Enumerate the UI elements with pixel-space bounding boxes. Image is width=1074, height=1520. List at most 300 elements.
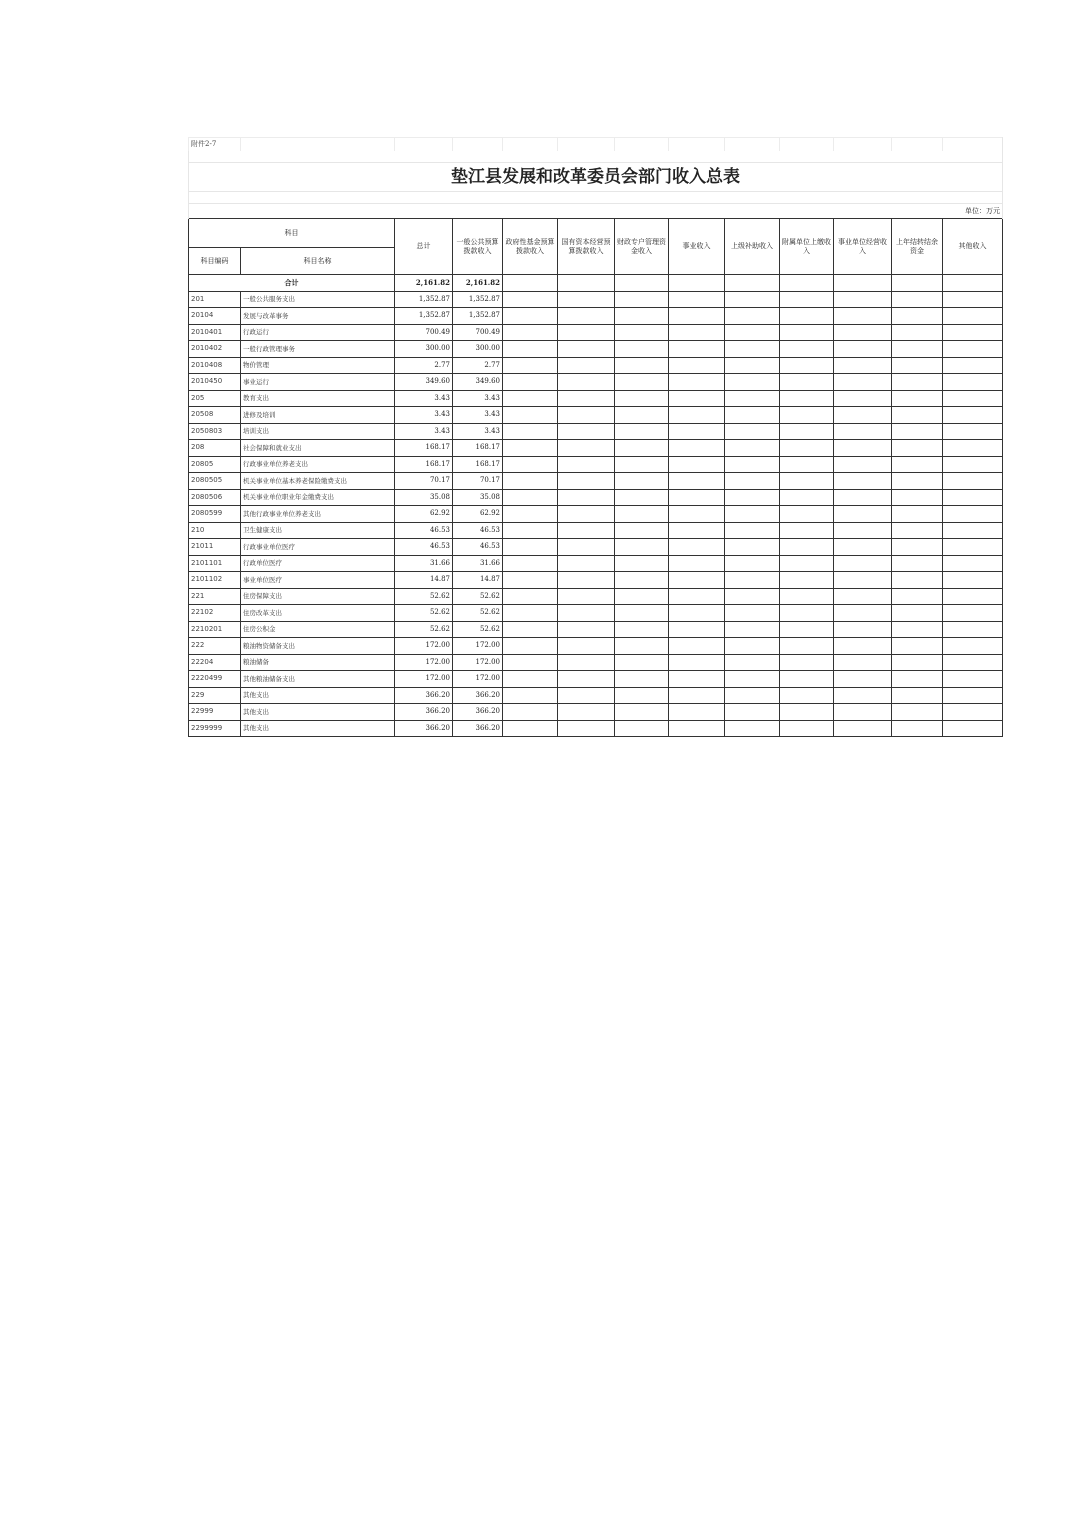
empty-cell (725, 605, 780, 622)
header-col-carryover: 上年结转结余资金 (892, 219, 943, 275)
empty-cell (834, 456, 892, 473)
empty-cell (780, 621, 834, 638)
row-total: 168.17 (395, 456, 453, 473)
row-total: 366.20 (395, 687, 453, 704)
empty-cell (834, 720, 892, 737)
empty-cell (725, 522, 780, 539)
unit-label: 单位：万元 (189, 204, 1003, 219)
empty-cell (892, 374, 943, 391)
empty-cell (780, 654, 834, 671)
row-code: 22102 (189, 605, 241, 622)
row-name: 其他行政事业单位养老支出 (241, 506, 395, 523)
empty-cell (943, 572, 1003, 589)
empty-cell (943, 440, 1003, 457)
empty-cell (669, 638, 725, 655)
empty-cell (669, 555, 725, 572)
row-name: 事业单位医疗 (241, 572, 395, 589)
empty-cell (834, 654, 892, 671)
empty-cell (669, 308, 725, 325)
empty-cell (780, 671, 834, 688)
empty-cell (558, 324, 615, 341)
empty-cell (780, 588, 834, 605)
row-general-budget: 172.00 (453, 654, 503, 671)
empty-cell (669, 704, 725, 721)
empty-cell (892, 539, 943, 556)
empty-cell (615, 423, 669, 440)
table-row (189, 555, 1003, 572)
table-row (189, 341, 1003, 358)
empty-cell (669, 572, 725, 589)
row-name: 物价管理 (241, 357, 395, 374)
row-name: 其他支出 (241, 704, 395, 721)
empty-cell (892, 588, 943, 605)
empty-cell (503, 621, 558, 638)
row-general-budget: 1,352.87 (453, 308, 503, 325)
row-total: 3.43 (395, 423, 453, 440)
row-general-budget: 46.53 (453, 539, 503, 556)
empty-cell (669, 671, 725, 688)
empty-cell (780, 423, 834, 440)
row-name: 其他支出 (241, 687, 395, 704)
empty-cell (558, 357, 615, 374)
empty-cell (615, 324, 669, 341)
empty-cell (943, 473, 1003, 490)
empty-cell (780, 341, 834, 358)
empty-cell (892, 522, 943, 539)
empty-cell (503, 473, 558, 490)
empty-cell (669, 324, 725, 341)
empty-cell (669, 588, 725, 605)
empty-cell (615, 489, 669, 506)
empty-cell (615, 720, 669, 737)
empty-cell (780, 522, 834, 539)
empty-cell (669, 605, 725, 622)
row-total: 70.17 (395, 473, 453, 490)
row-total: 52.62 (395, 605, 453, 622)
empty-cell (725, 440, 780, 457)
row-code: 201 (189, 291, 241, 308)
row-total: 31.66 (395, 555, 453, 572)
empty-cell (943, 357, 1003, 374)
empty-cell (834, 588, 892, 605)
row-name: 事业运行 (241, 374, 395, 391)
empty-cell (503, 654, 558, 671)
empty-cell (503, 423, 558, 440)
header-subject-name: 科目名称 (241, 248, 395, 275)
empty-cell (503, 341, 558, 358)
header-col-state-capital: 国有资本经营预算拨款收入 (558, 219, 615, 275)
row-name: 培训支出 (241, 423, 395, 440)
empty-cell (615, 291, 669, 308)
empty-cell (669, 539, 725, 556)
row-name: 行政单位医疗 (241, 555, 395, 572)
row-code: 2080506 (189, 489, 241, 506)
row-code: 20508 (189, 407, 241, 424)
row-code: 2050803 (189, 423, 241, 440)
empty-cell (943, 374, 1003, 391)
empty-cell (558, 720, 615, 737)
empty-cell (725, 324, 780, 341)
empty-cell (669, 687, 725, 704)
empty-cell (780, 506, 834, 523)
table-row (189, 539, 1003, 556)
income-summary-sheet (188, 137, 1002, 737)
empty-cell (943, 489, 1003, 506)
empty-cell (615, 341, 669, 358)
row-code: 210 (189, 522, 241, 539)
empty-cell (503, 539, 558, 556)
empty-cell (943, 506, 1003, 523)
row-code: 221 (189, 588, 241, 605)
row-name: 住房公积金 (241, 621, 395, 638)
row-general-budget: 2.77 (453, 357, 503, 374)
empty-cell (834, 374, 892, 391)
empty-cell (834, 572, 892, 589)
empty-cell (943, 605, 1003, 622)
empty-cell (725, 687, 780, 704)
row-code: 2010450 (189, 374, 241, 391)
empty-cell (780, 291, 834, 308)
empty-cell (669, 407, 725, 424)
empty-cell (503, 407, 558, 424)
empty-cell (780, 473, 834, 490)
row-code: 20805 (189, 456, 241, 473)
table-row (189, 522, 1003, 539)
empty-cell (558, 671, 615, 688)
empty-cell (780, 308, 834, 325)
empty-cell (725, 489, 780, 506)
empty-cell (725, 720, 780, 737)
row-total: 52.62 (395, 621, 453, 638)
row-general-budget: 366.20 (453, 704, 503, 721)
empty-cell (943, 588, 1003, 605)
row-name: 机关事业单位基本养老保险缴费支出 (241, 473, 395, 490)
row-name: 卫生健康支出 (241, 522, 395, 539)
empty-cell (615, 390, 669, 407)
empty-cell (725, 473, 780, 490)
row-general-budget: 3.43 (453, 390, 503, 407)
row-total: 35.08 (395, 489, 453, 506)
empty-cell (558, 308, 615, 325)
empty-cell (892, 473, 943, 490)
empty-cell (615, 539, 669, 556)
row-name: 粮油物资储备支出 (241, 638, 395, 655)
empty-cell (615, 473, 669, 490)
header-col-affiliate: 附属单位上缴收入 (780, 219, 834, 275)
empty-cell (725, 572, 780, 589)
row-name: 其他粮油储备支出 (241, 671, 395, 688)
header-col-total: 总计 (395, 219, 453, 275)
row-name: 行政事业单位医疗 (241, 539, 395, 556)
table-row (189, 489, 1003, 506)
header-col-superior-subsidy: 上级补助收入 (725, 219, 780, 275)
empty-cell (503, 572, 558, 589)
empty-cell (943, 704, 1003, 721)
empty-cell (725, 390, 780, 407)
empty-cell (725, 638, 780, 655)
row-code: 2080599 (189, 506, 241, 523)
empty-cell (558, 440, 615, 457)
table-row (189, 572, 1003, 589)
empty-cell (558, 704, 615, 721)
table-row (189, 423, 1003, 440)
empty-cell (503, 506, 558, 523)
empty-cell (615, 605, 669, 622)
row-general-budget: 31.66 (453, 555, 503, 572)
header-col-business: 事业收入 (669, 219, 725, 275)
empty-cell (943, 308, 1003, 325)
empty-cell (503, 704, 558, 721)
empty-cell (558, 374, 615, 391)
empty-cell (892, 407, 943, 424)
empty-cell (834, 357, 892, 374)
empty-cell (943, 638, 1003, 655)
empty-cell (615, 308, 669, 325)
empty-cell (780, 539, 834, 556)
empty-cell (892, 720, 943, 737)
empty-cell (558, 506, 615, 523)
row-code: 222 (189, 638, 241, 655)
empty-cell (892, 621, 943, 638)
empty-cell (834, 506, 892, 523)
empty-cell (780, 456, 834, 473)
row-total: 172.00 (395, 671, 453, 688)
empty-cell (834, 555, 892, 572)
empty-cell (725, 374, 780, 391)
row-code: 22204 (189, 654, 241, 671)
row-code: 2101101 (189, 555, 241, 572)
empty-cell (943, 522, 1003, 539)
table-row (189, 473, 1003, 490)
row-code: 2299999 (189, 720, 241, 737)
page-title: 垫江县发展和改革委员会部门收入总表 (189, 163, 1003, 192)
empty-cell (780, 357, 834, 374)
empty-cell (558, 638, 615, 655)
row-general-budget: 168.17 (453, 440, 503, 457)
header-col-gov-fund: 政府性基金预算拨款收入 (503, 219, 558, 275)
table-row (189, 390, 1003, 407)
empty-cell (503, 374, 558, 391)
empty-cell (943, 456, 1003, 473)
row-general-budget: 366.20 (453, 720, 503, 737)
row-total: 172.00 (395, 654, 453, 671)
table-row (189, 638, 1003, 655)
empty-cell (503, 324, 558, 341)
row-total: 3.43 (395, 390, 453, 407)
empty-cell (725, 456, 780, 473)
empty-cell (725, 357, 780, 374)
empty-cell (558, 423, 615, 440)
row-code: 2010401 (189, 324, 241, 341)
row-total: 349.60 (395, 374, 453, 391)
empty-cell (558, 489, 615, 506)
empty-cell (834, 539, 892, 556)
empty-cell (834, 522, 892, 539)
empty-cell (725, 308, 780, 325)
empty-cell (503, 456, 558, 473)
row-general-budget: 52.62 (453, 588, 503, 605)
table-row (189, 605, 1003, 622)
empty-cell (503, 390, 558, 407)
empty-cell (834, 671, 892, 688)
empty-cell (892, 440, 943, 457)
table-row (189, 456, 1003, 473)
total-row (189, 275, 1003, 292)
empty-cell (725, 407, 780, 424)
empty-cell (558, 555, 615, 572)
empty-cell (892, 489, 943, 506)
empty-cell (615, 654, 669, 671)
empty-cell (780, 440, 834, 457)
empty-cell (780, 720, 834, 737)
empty-cell (615, 407, 669, 424)
empty-cell (669, 473, 725, 490)
empty-cell (943, 324, 1003, 341)
income-summary-table (188, 137, 1003, 737)
empty-cell (558, 605, 615, 622)
empty-cell (669, 291, 725, 308)
empty-cell (615, 671, 669, 688)
empty-cell (558, 588, 615, 605)
row-general-budget: 366.20 (453, 687, 503, 704)
row-general-budget: 168.17 (453, 456, 503, 473)
empty-cell (943, 654, 1003, 671)
empty-cell (780, 572, 834, 589)
empty-cell (834, 621, 892, 638)
empty-cell (558, 539, 615, 556)
empty-cell (558, 687, 615, 704)
header-col-operating: 事业单位经营收入 (834, 219, 892, 275)
empty-cell (615, 374, 669, 391)
row-name: 进修及培训 (241, 407, 395, 424)
empty-cell (503, 291, 558, 308)
row-code: 2101102 (189, 572, 241, 589)
row-general-budget: 3.43 (453, 407, 503, 424)
row-total: 366.20 (395, 720, 453, 737)
empty-cell (892, 324, 943, 341)
row-name: 教育支出 (241, 390, 395, 407)
empty-cell (669, 720, 725, 737)
empty-cell (943, 621, 1003, 638)
row-general-budget: 172.00 (453, 638, 503, 655)
empty-cell (503, 671, 558, 688)
row-name: 社会保障和就业支出 (241, 440, 395, 457)
row-total: 300.00 (395, 341, 453, 358)
empty-cell (558, 654, 615, 671)
empty-cell (725, 539, 780, 556)
row-name: 住房改革支出 (241, 605, 395, 622)
empty-cell (943, 341, 1003, 358)
empty-cell (669, 621, 725, 638)
empty-cell (725, 588, 780, 605)
empty-cell (834, 291, 892, 308)
row-name: 一般公共服务支出 (241, 291, 395, 308)
empty-cell (669, 423, 725, 440)
empty-cell (892, 291, 943, 308)
row-total: 3.43 (395, 407, 453, 424)
empty-cell (780, 324, 834, 341)
empty-cell (669, 522, 725, 539)
empty-cell (669, 456, 725, 473)
empty-cell (558, 522, 615, 539)
row-code: 21011 (189, 539, 241, 556)
row-general-budget: 35.08 (453, 489, 503, 506)
empty-cell (669, 357, 725, 374)
row-total: 168.17 (395, 440, 453, 457)
row-name: 机关事业单位职业年金缴费支出 (241, 489, 395, 506)
empty-cell (669, 440, 725, 457)
row-code: 205 (189, 390, 241, 407)
empty-cell (615, 456, 669, 473)
empty-cell (834, 324, 892, 341)
row-name: 行政运行 (241, 324, 395, 341)
empty-cell (669, 489, 725, 506)
empty-cell (558, 341, 615, 358)
empty-cell (503, 687, 558, 704)
row-general-budget: 14.87 (453, 572, 503, 589)
table-row (189, 291, 1003, 308)
empty-cell (615, 506, 669, 523)
empty-cell (943, 687, 1003, 704)
empty-cell (615, 440, 669, 457)
empty-cell (503, 440, 558, 457)
total-value: 2,161.82 (395, 275, 453, 292)
empty-cell (725, 704, 780, 721)
empty-cell (834, 423, 892, 440)
empty-cell (725, 671, 780, 688)
empty-cell (780, 605, 834, 622)
row-general-budget: 349.60 (453, 374, 503, 391)
row-general-budget: 52.62 (453, 605, 503, 622)
empty-cell (780, 407, 834, 424)
attachment-note: 附件2-7 (189, 138, 241, 152)
row-code: 2080505 (189, 473, 241, 490)
table-row (189, 440, 1003, 457)
empty-cell (669, 506, 725, 523)
row-total: 46.53 (395, 539, 453, 556)
row-total: 700.49 (395, 324, 453, 341)
empty-cell (503, 555, 558, 572)
empty-cell (892, 704, 943, 721)
header-col-other: 其他收入 (943, 219, 1003, 275)
empty-cell (834, 341, 892, 358)
row-total: 172.00 (395, 638, 453, 655)
row-total: 52.62 (395, 588, 453, 605)
empty-cell (780, 374, 834, 391)
empty-cell (943, 671, 1003, 688)
empty-cell (780, 555, 834, 572)
empty-cell (834, 638, 892, 655)
empty-cell (725, 654, 780, 671)
empty-cell (558, 291, 615, 308)
row-code: 2220499 (189, 671, 241, 688)
row-code: 229 (189, 687, 241, 704)
empty-cell (834, 440, 892, 457)
table-row (189, 687, 1003, 704)
empty-cell (615, 621, 669, 638)
empty-cell (503, 357, 558, 374)
empty-cell (834, 473, 892, 490)
header-col-general-budget: 一般公共预算拨款收入 (453, 219, 503, 275)
empty-cell (780, 489, 834, 506)
empty-cell (943, 555, 1003, 572)
empty-cell (892, 671, 943, 688)
row-code: 20104 (189, 308, 241, 325)
row-general-budget: 172.00 (453, 671, 503, 688)
empty-cell (725, 621, 780, 638)
total-label: 合计 (189, 275, 395, 292)
empty-cell (615, 588, 669, 605)
